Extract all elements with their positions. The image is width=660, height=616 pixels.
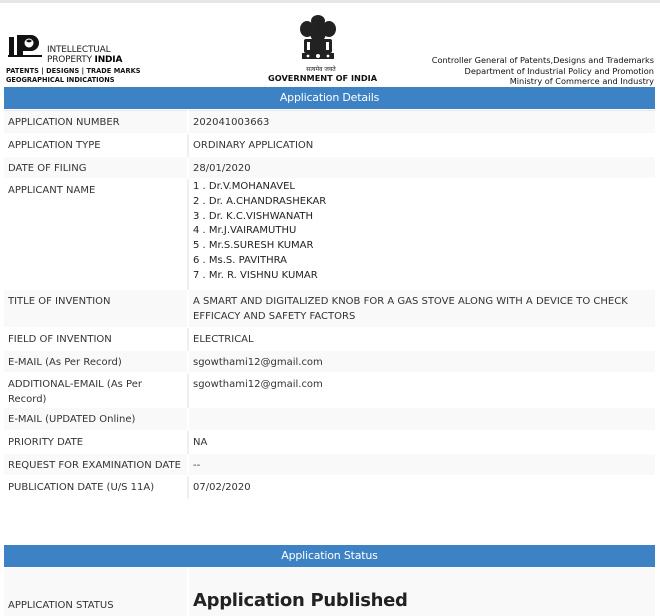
controller-general-block [432,55,654,87]
row-value: sgowthami12@gmail.com [188,351,655,373]
row-value: ELECTRICAL [188,328,655,351]
application-status-table [4,568,655,616]
applicant-name: 7 . Mr. R. VISHNU KUMAR [193,269,318,281]
row-value: NA [188,431,655,454]
status-value: Application Published [188,568,655,616]
application-status-heading: Application Status [4,545,655,567]
ip-india-subtitle-gi: GEOGRAPHICAL INDICATIONS [6,76,115,84]
row-label: PRIORITY DATE [4,431,188,454]
ip-india-subtitle: PATENTS | DESIGNS | TRADE MARKS [6,67,141,75]
table-row [4,408,655,431]
row-label: TITLE OF INVENTION [4,290,188,328]
page-header [0,3,660,87]
state-emblem-icon [293,11,343,71]
table-row [4,179,655,290]
applicant-name: 2 . Dr. A.CHANDRASHEKAR [193,195,327,207]
ip-india-logo [6,33,141,87]
table-row [4,328,655,351]
row-value: 07/02/2020 [188,476,655,499]
row-value: ORDINARY APPLICATION [188,134,655,157]
row-value: -- [188,454,655,476]
row-value [188,408,655,431]
row-label: E-MAIL (UPDATED Online) [4,408,188,431]
ip-line2a: PROPERTY [47,55,92,65]
applicant-names [188,179,655,290]
applicant-name: 4 . Mr.J.VAIRAMUTHU [193,225,297,237]
row-label: E-MAIL (As Per Record) [4,351,188,373]
government-of-india: GOVERNMENT OF INDIA [268,73,378,83]
row-label: ADDITIONAL-EMAIL (As Per Record) [4,373,188,408]
table-row [4,373,655,408]
row-value: 202041003663 [188,111,655,134]
cg-line3: Ministry of Commerce and Industry [509,76,654,86]
table-row [4,290,655,328]
applicant-name: 6 . Ms.S. PAVITHRA [193,254,288,266]
table-row [4,454,655,476]
ip-india-mark-icon [6,33,46,67]
applicant-name: 1 . Dr.V.MOHANAVEL [193,181,295,192]
row-value: sgowthami12@gmail.com [188,373,655,408]
cg-line1: Controller General of Patents,Designs and Trademarks [431,55,654,65]
row-label: REQUEST FOR EXAMINATION DATE [4,454,188,476]
status-label: APPLICATION STATUS [4,568,188,616]
table-row [4,431,655,454]
ip-india-name [47,45,122,65]
cg-line2: Department of Industrial Policy and Promotion [464,65,654,76]
table-row [4,111,655,134]
row-value: A SMART AND DIGITALIZED KNOB FOR A GAS STOVE ALONG WITH A DEVICE TO CHECK EFFICACY AND SAFETY FACTORS [188,290,655,328]
applicant-name: 3 . Dr. K.C.VISHWANATH [193,210,314,222]
satyamev-jayate: सत्यमेव जयते [306,66,336,73]
row-label: FIELD OF INVENTION [4,328,188,351]
ip-line2b: INDIA [94,55,123,65]
application-details-heading: Application Details [4,87,655,109]
application-details-table [4,110,655,499]
row-label: DATE OF FILING [4,157,188,179]
table-row [4,157,655,179]
table-row [4,476,655,499]
table-row [4,134,655,157]
row-label: APPLICATION NUMBER [4,111,188,134]
row-value: 28/01/2020 [188,157,655,179]
row-label: APPLICANT NAME [4,179,188,290]
table-row [4,351,655,373]
ip-line1: INTELLECTUAL [47,45,111,55]
row-label: APPLICATION TYPE [4,134,188,157]
table-row [4,568,655,616]
row-label: PUBLICATION DATE (U/S 11A) [4,476,188,499]
applicant-name: 5 . Mr.S.SURESH KUMAR [193,240,314,252]
